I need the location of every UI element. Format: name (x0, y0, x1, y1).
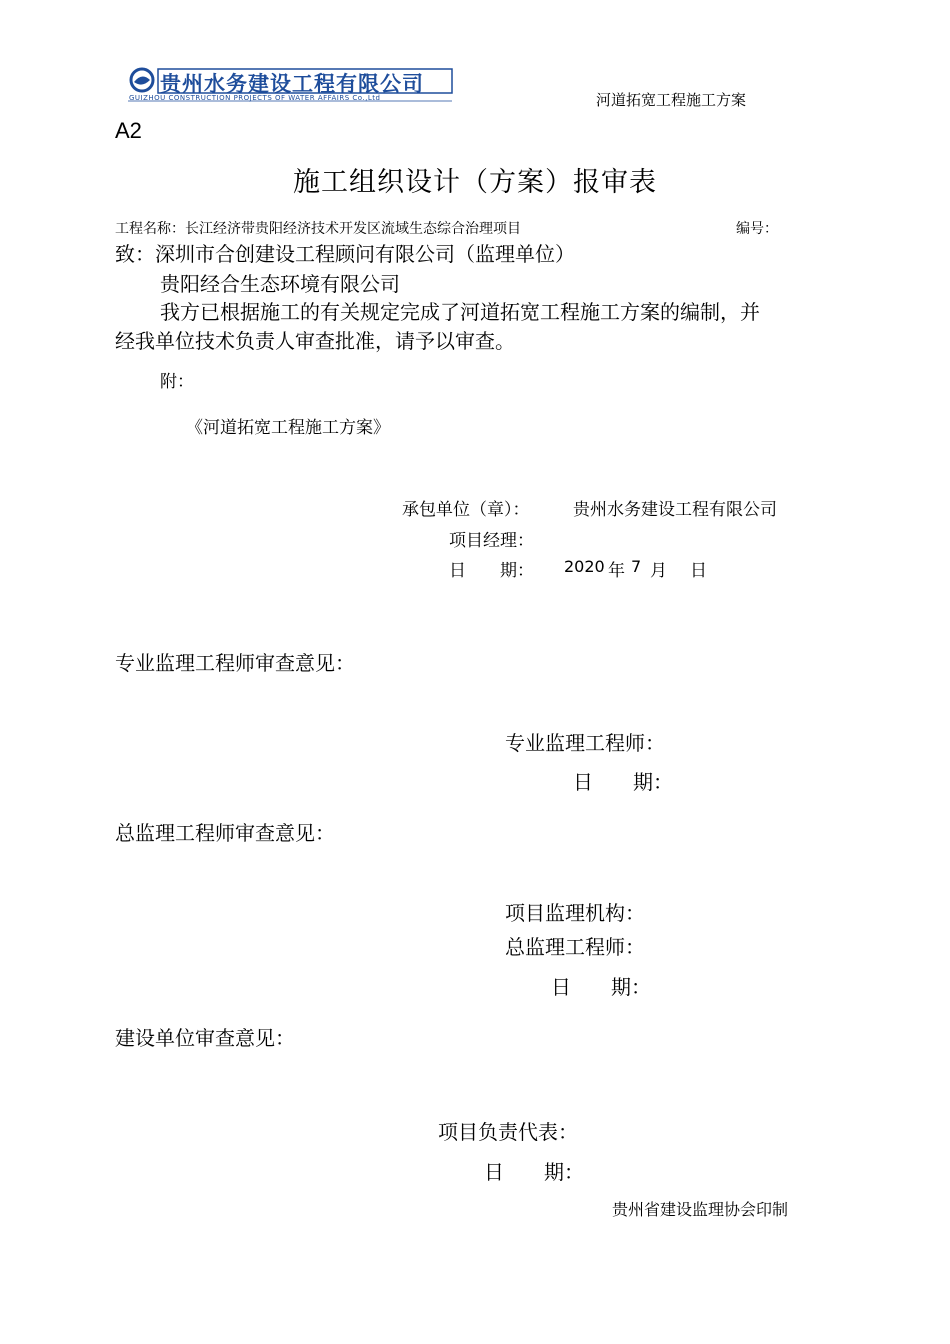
statement-line-2: 经我单位技术负责人审查批准，请予以审查。 (115, 329, 515, 353)
number-label: 编号： (736, 221, 778, 237)
owner-date-label: 日 期： (484, 1160, 584, 1184)
logo-company-name: 贵州水务建设工程有限公司 (160, 72, 424, 96)
contractor-date-day-unit: 日 (690, 561, 707, 581)
contractor-date-month: 7 (631, 557, 642, 576)
owner-opinion-label: 建设单位审查意见： (115, 1026, 295, 1050)
contractor-unit-label: 承包单位（章）： (402, 500, 530, 520)
footer-printer: 贵州省建设监理协会印制 (612, 1200, 789, 1219)
chief-engineer-label: 总监理工程师： (505, 935, 645, 959)
specialist-date-label: 日 期： (573, 770, 673, 794)
page-title: 施工组织设计（方案）报审表 (293, 167, 657, 198)
contractor-date-label: 日 期： (449, 561, 534, 581)
specialist-opinion-label: 专业监理工程师审查意见： (115, 651, 355, 675)
addressee-line: 致：深圳市合创建设工程顾问有限公司（监理单位） (115, 242, 575, 266)
project-manager-label: 项目经理： (449, 531, 534, 551)
supervision-org-label: 项目监理机构： (505, 901, 645, 925)
project-name: 工程名称：长江经济带贵阳经济技术开发区流域生态综合治理项目 (115, 221, 521, 237)
attachment-label: 附： (160, 372, 194, 392)
contractor-date-month-unit: 月 (650, 561, 667, 581)
attachment-item: 《河道拓宽工程施工方案》 (186, 418, 390, 438)
statement-line-1: 我方已根据施工的有关规定完成了河道拓宽工程施工方案的编制，并 (160, 300, 760, 324)
chief-date-label: 日 期： (551, 975, 651, 999)
contractor-unit-value: 贵州水务建设工程有限公司 (573, 500, 777, 520)
contractor-date-year-unit: 年 (608, 561, 625, 581)
logo-company-name-en: GUIZHOU CONSTRUCTION PROJECTS OF WATER AFFAIRS Co.,Ltd (129, 94, 381, 102)
chief-opinion-label: 总监理工程师审查意见： (115, 821, 335, 845)
header-doc-name: 河道拓宽工程施工方案 (596, 91, 747, 109)
addressee-line-2: 贵阳经合生态环境有限公司 (160, 272, 400, 296)
form-code: A2 (115, 118, 142, 143)
owner-representative-label: 项目负责代表： (438, 1120, 578, 1144)
contractor-date-year: 2020 (564, 557, 605, 576)
specialist-engineer-label: 专业监理工程师： (505, 731, 665, 755)
